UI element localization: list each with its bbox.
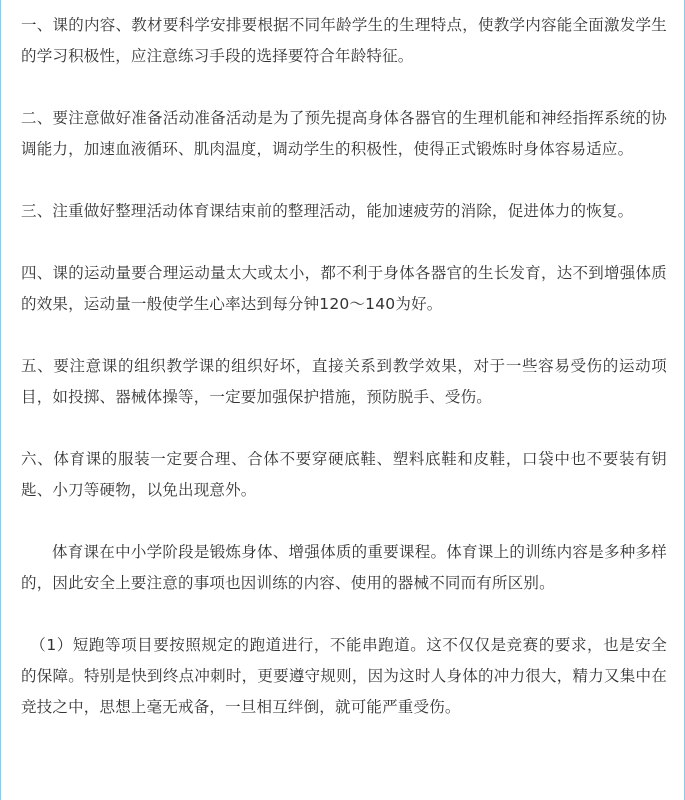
paragraph-7: 体育课在中小学阶段是锻炼身体、增强体质的重要课程。体育课上的训练内容是多种多样的，因此安全上要注意的事项也因训练的内容、使用的器械不同而有所区别。 xyxy=(21,543,667,592)
paragraph-2: 二、要注意做好准备活动准备活动是为了预先提高身体各器官的生理机能和神经指挥系统的协调能力，加速血液循环、肌肉温度，调动学生的积极性，使得正式锻炼时身体容易适应。 xyxy=(21,109,667,158)
paragraph-3: 三、注重做好整理活动体育课结束前的整理活动，能加速疲劳的消除，促进体力的恢复。 xyxy=(21,202,634,220)
paragraph-gap xyxy=(21,165,667,196)
article-body xyxy=(1,0,684,723)
paragraph-gap xyxy=(21,320,667,351)
paragraph-gap xyxy=(21,413,667,444)
paragraph-gap xyxy=(21,599,667,630)
paragraph-gap xyxy=(21,72,667,103)
paragraph-6: 六、体育课的服装一定要合理、合体不要穿硬底鞋、塑料底鞋和皮鞋，口袋中也不要装有钥匙、小刀等硬物，以免出现意外。 xyxy=(21,450,667,499)
paragraph-gap xyxy=(21,227,667,258)
paragraph-8: （1）短跑等项目要按照规定的跑道进行，不能串跑道。这不仅仅是竞赛的要求，也是安全的保障。特别是快到终点冲刺时，更要遵守规则，因为这时人身体的冲力很大，精力又集中在竞技之中，思想上毫无戒备，一旦相互绊倒，就可能严重受伤。 xyxy=(21,636,667,716)
paragraph-4: 四、课的运动量要合理运动量太大或太小，都不利于身体各器官的生长发育，达不到增强体质的效果，运动量一般使学生心率达到每分钟120～140为好。 xyxy=(21,264,667,313)
paragraph-1: 一、课的内容、教材要科学安排要根据不同年龄学生的生理特点，使教学内容能全面激发学生的学习积极性，应注意练习手段的选择要符合年龄特征。 xyxy=(21,16,667,65)
paragraph-gap xyxy=(21,506,667,537)
paragraph-5: 五、要注意课的组织教学课的组织好坏，直接关系到教学效果，对于一些容易受伤的运动项目，如投掷、器械体操等，一定要加强保护措施，预防脱手、受伤。 xyxy=(21,357,667,406)
